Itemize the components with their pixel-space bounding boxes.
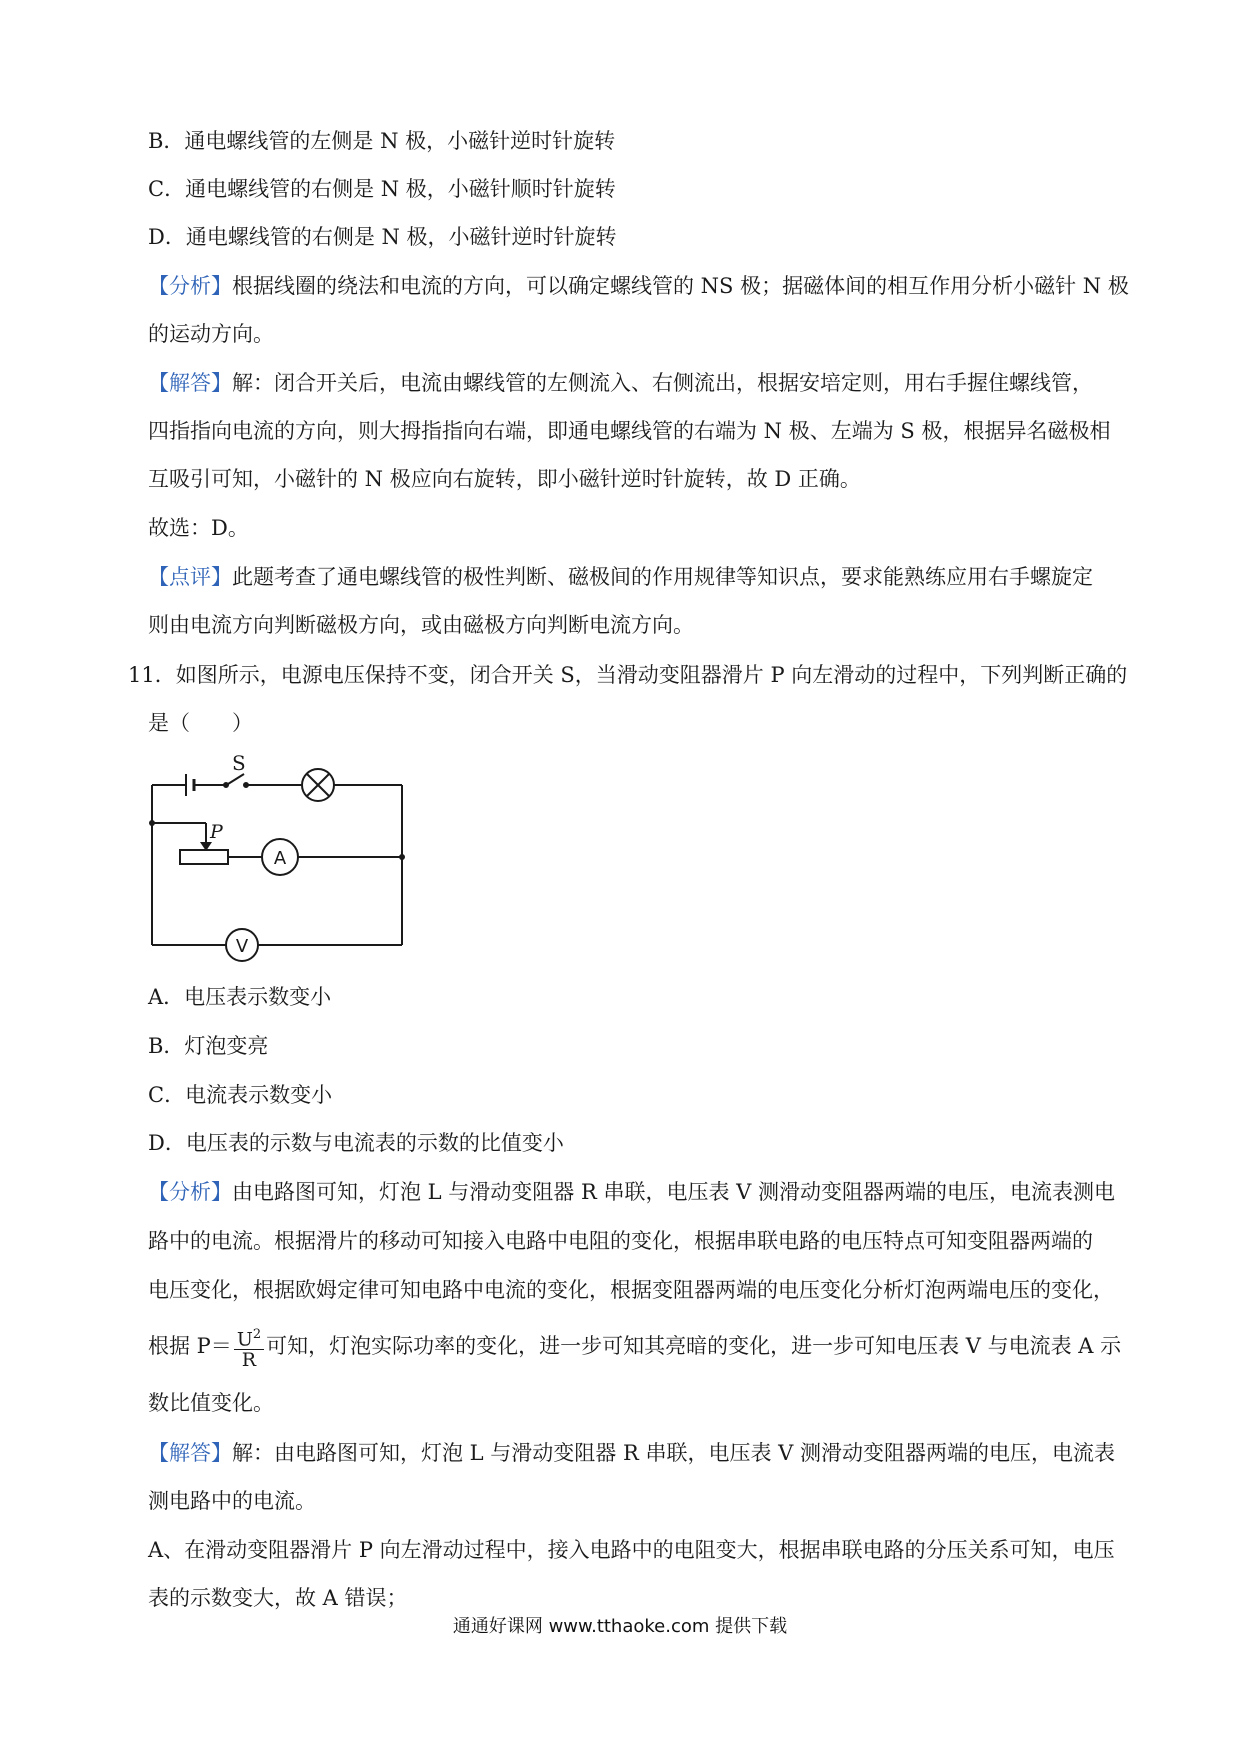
q11-analysis-line4: 根据 P＝ $\frac{U^2}{R}$ 可知，灯泡实际功率的变化，进一步可知其亮暗的变化，进一步可知电压表 V 与电流表 A 示	[148, 1327, 1122, 1372]
answer-tag: 【解答】	[148, 371, 232, 395]
switch-label: S	[232, 751, 246, 775]
prev-comment-line1: 【点评】此题考查了通电螺线管的极性判断、磁极间的作用规律等知识点，要求能熟练应用右手螺旋定	[148, 565, 1093, 589]
q11-answer-line1: 【解答】解：由电路图可知，灯泡 L 与滑动变阻器 R 串联，电压表 V 测滑动变阻器两端的电压，电流表	[148, 1441, 1115, 1465]
q11-answer-line3: A、在滑动变阻器滑片 P 向左滑动过程中，接入电路中的电阻变大，根据串联电路的分压关系可知，电压	[148, 1538, 1115, 1562]
question-11-line1: 11．如图所示，电源电压保持不变，闭合开关 S，当滑动变阻器滑片 P 向左滑动的过程中，下列判断正确的	[128, 663, 1128, 687]
option-c-prev: C．通电螺线管的右侧是 N 极，小磁针顺时针旋转	[148, 177, 616, 201]
power-formula: $\frac{U^2}{R}$	[234, 1325, 264, 1370]
question-11-line2: 是（ ）	[148, 711, 253, 735]
option-c: C．电流表示数变小	[148, 1083, 333, 1107]
prev-comment-line2: 则由电流方向判断磁极方向，或由磁极方向判断电流方向。	[148, 613, 694, 637]
junction-right	[399, 854, 405, 860]
prev-answer-line3: 互吸引可知，小磁针的 N 极应向右旋转，即小磁针逆时针旋转，故 D 正确。	[148, 467, 861, 491]
prev-answer-line1: 【解答】解：闭合开关后，电流由螺线管的左侧流入、右侧流出，根据安培定则，用右手握住螺线管，	[148, 371, 1093, 395]
circuit-diagram	[140, 750, 420, 975]
ammeter-label: A	[273, 848, 287, 869]
question-number: 11．	[128, 663, 176, 687]
option-d-prev: D．通电螺线管的右侧是 N 极，小磁针逆时针旋转	[148, 225, 617, 249]
junction-left	[149, 820, 155, 826]
option-d: D．电压表的示数与电流表的示数的比值变小	[148, 1131, 564, 1155]
q11-analysis-line1: 【分析】由电路图可知，灯泡 L 与滑动变阻器 R 串联，电压表 V 测滑动变阻器两端的电压，电流表测电	[148, 1180, 1115, 1204]
q11-analysis-line2: 路中的电流。根据滑片的移动可知接入电路中电阻的变化，根据串联电路的电压特点可知变阻器两端的	[148, 1229, 1093, 1253]
option-a: A．电压表示数变小	[148, 985, 332, 1009]
comment-tag: 【点评】	[148, 565, 232, 589]
q11-analysis-line5: 数比值变化。	[148, 1391, 274, 1415]
voltmeter-label: V	[235, 936, 249, 957]
page-footer: 通通好课网 www.tthaoke.com 提供下载	[452, 1616, 788, 1637]
q11-answer-line2: 测电路中的电流。	[148, 1489, 316, 1513]
slider-label: P	[210, 821, 223, 843]
prev-answer-choice: 故选：D。	[148, 516, 249, 540]
prev-analysis-line2: 的运动方向。	[148, 322, 274, 346]
answer-tag: 【解答】	[148, 1441, 232, 1465]
analysis-tag: 【分析】	[148, 274, 232, 298]
option-b: B．灯泡变亮	[148, 1034, 269, 1058]
analysis-tag: 【分析】	[148, 1180, 232, 1204]
prev-answer-line2: 四指指向电流的方向，则大拇指指向右端，即通电螺线管的右端为 N 极、左端为 S 极，根据异名磁极相	[148, 419, 1111, 443]
q11-analysis-line3: 电压变化，根据欧姆定律可知电路中电流的变化，根据变阻器两端的电压变化分析灯泡两端电压的变化，	[148, 1278, 1114, 1302]
prev-analysis-line1: 【分析】根据线圈的绕法和电流的方向，可以确定螺线管的 NS 极；据磁体间的相互作用分析小磁针 N 极	[148, 274, 1129, 298]
q11-answer-line4: 表的示数变大，故 A 错误；	[148, 1586, 408, 1610]
option-b-prev: B．通电螺线管的左侧是 N 极，小磁针逆时针旋转	[148, 129, 616, 153]
